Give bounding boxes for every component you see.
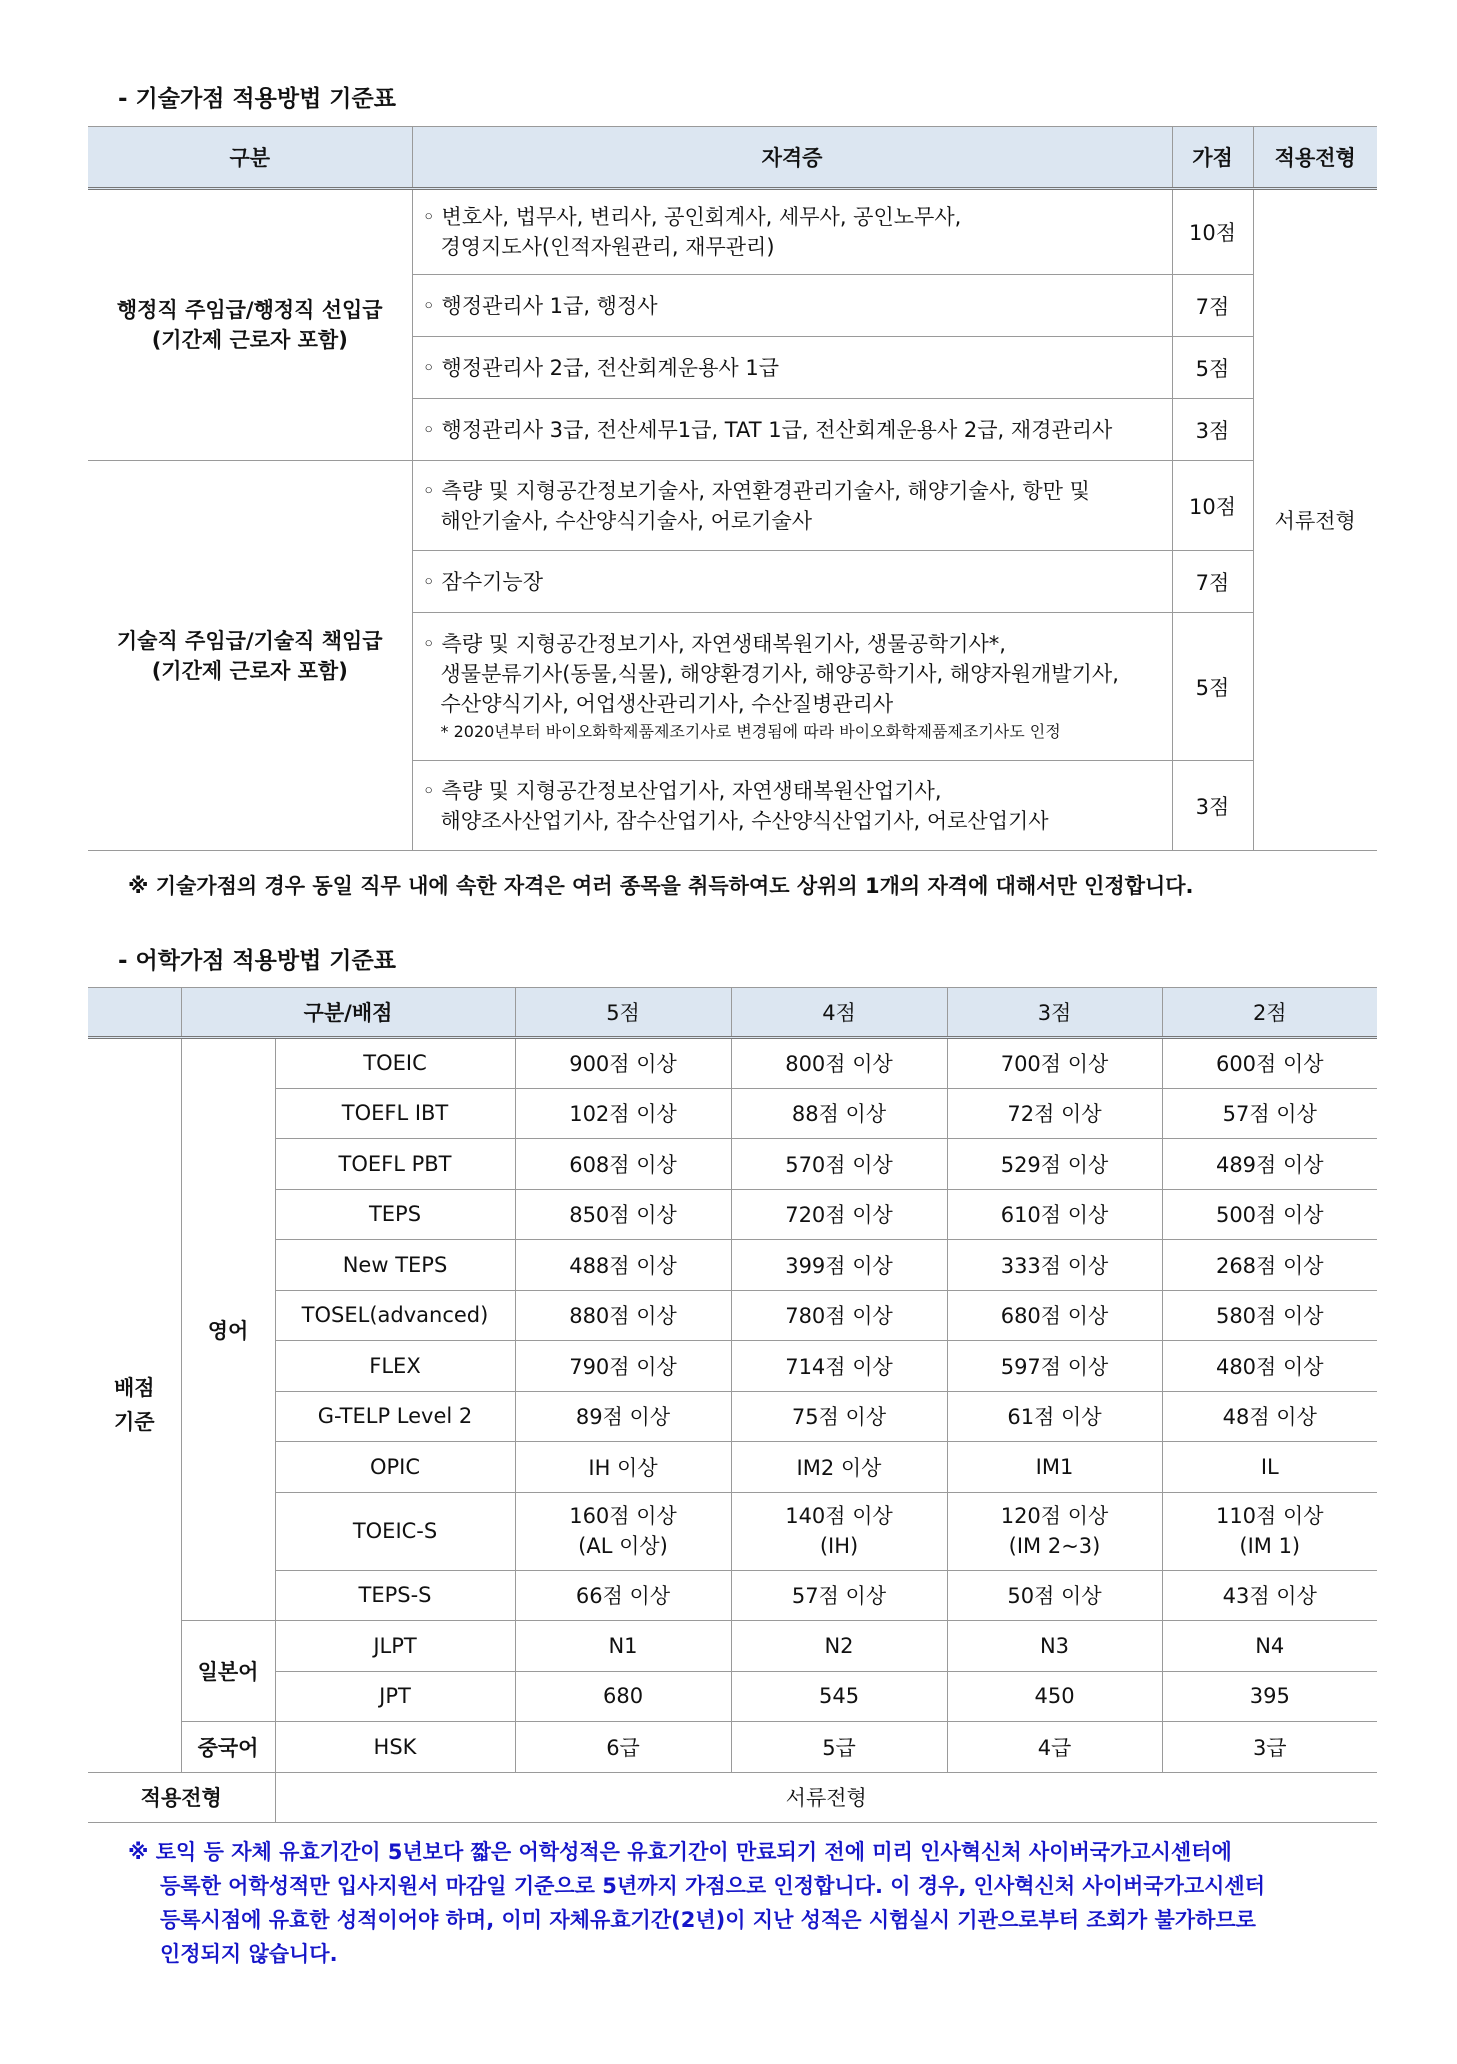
score-cell: 570점 이상	[731, 1139, 947, 1190]
note-line: 인정되지 않습니다.	[160, 1942, 338, 1966]
test-name: TOEIC	[275, 1038, 515, 1089]
header-category: 구분/배점	[181, 988, 515, 1038]
score-cell: N3	[947, 1621, 1162, 1672]
score-subline: (IM 1)	[1239, 1534, 1301, 1558]
points-cell: 10점	[1172, 461, 1253, 551]
test-name: TOEFL IBT	[275, 1088, 515, 1139]
score-cell: 57점 이상	[731, 1570, 947, 1621]
score-cell: IL	[1162, 1442, 1377, 1493]
header-blank	[88, 988, 181, 1038]
qual-line: ◦ 변호사, 법무사, 변리사, 공인회계사, 세무사, 공인노무사,	[422, 205, 962, 229]
score-cell: 89점 이상	[515, 1391, 731, 1442]
table-row	[88, 1088, 1377, 1139]
apply-cell: 서류전형	[275, 1772, 1377, 1822]
table-header-row	[88, 127, 1377, 189]
score-cell: 488점 이상	[515, 1240, 731, 1291]
score-cell: 529점 이상	[947, 1139, 1162, 1190]
score-cell: 88점 이상	[731, 1088, 947, 1139]
score-cell	[947, 1492, 1162, 1570]
table-row	[88, 1189, 1377, 1240]
language-note	[128, 1835, 1378, 1971]
test-name: JPT	[275, 1671, 515, 1722]
score-cell: 600점 이상	[1162, 1038, 1377, 1089]
qualification-cell: ◦ 잠수기능장	[412, 551, 1172, 613]
score-cell: 66점 이상	[515, 1570, 731, 1621]
table-row	[88, 189, 1377, 275]
header-3pt: 3점	[947, 988, 1162, 1038]
category-line: 기술직 주임급/기술직 책임급	[116, 628, 383, 653]
qual-line: ◦ 측량 및 지형공간정보기사, 자연생태복원기사, 생물공학기사*,	[422, 631, 1006, 656]
score-cell: 43점 이상	[1162, 1570, 1377, 1621]
score-subline: (IH)	[819, 1534, 859, 1558]
score-cell: 489점 이상	[1162, 1139, 1377, 1190]
score-subline: (IM 2~3)	[1008, 1534, 1101, 1558]
score-cell: 50점 이상	[947, 1570, 1162, 1621]
table-row	[88, 461, 1377, 551]
score-cell: 395	[1162, 1671, 1377, 1722]
outer-label-line: 기준	[113, 1410, 155, 1435]
points-cell: 5점	[1172, 613, 1253, 761]
score-cell: 608점 이상	[515, 1139, 731, 1190]
score-cell: 880점 이상	[515, 1290, 731, 1341]
score-cell: 6급	[515, 1722, 731, 1773]
apply-cell: 서류전형	[1253, 189, 1377, 851]
score-line: 160점 이상	[569, 1504, 677, 1528]
table-row	[88, 1341, 1377, 1392]
table-row	[88, 1722, 1377, 1773]
score-cell: 800점 이상	[731, 1038, 947, 1089]
points-cell: 7점	[1172, 551, 1253, 613]
score-line: 140점 이상	[785, 1504, 893, 1528]
header-5pt: 5점	[515, 988, 731, 1038]
score-cell: 720점 이상	[731, 1189, 947, 1240]
score-cell: 500점 이상	[1162, 1189, 1377, 1240]
category-admin	[88, 189, 412, 461]
points-cell: 10점	[1172, 189, 1253, 275]
footnote: * 2020년부터 바이오화학제품제조기사로 변경됨에 따라 바이오화학제품제조기사도 인정	[440, 721, 1061, 741]
test-name: OPIC	[275, 1442, 515, 1493]
qualification-cell	[412, 461, 1172, 551]
table-row	[88, 1621, 1377, 1672]
table-row	[88, 1671, 1377, 1722]
test-name: JLPT	[275, 1621, 515, 1672]
score-cell	[1162, 1492, 1377, 1570]
qualification-cell	[412, 613, 1172, 761]
score-cell: 5급	[731, 1722, 947, 1773]
score-cell: 72점 이상	[947, 1088, 1162, 1139]
language-bonus-table	[88, 987, 1377, 1823]
test-name: G-TELP Level 2	[275, 1391, 515, 1442]
header-qualification: 자격증	[412, 127, 1172, 189]
qual-line: 생물분류기사(동물,식물), 해양환경기사, 해양공학기사, 해양자원개발기사,	[440, 661, 1119, 686]
qual-line: 경영지도사(인적자원관리, 재무관리)	[440, 235, 775, 259]
test-name: TEPS	[275, 1189, 515, 1240]
header-category: 구분	[88, 127, 412, 189]
header-4pt: 4점	[731, 988, 947, 1038]
header-2pt: 2점	[1162, 988, 1377, 1038]
points-cell: 3점	[1172, 761, 1253, 851]
category-line: (기간제 근로자 포함)	[151, 328, 348, 352]
score-cell: N1	[515, 1621, 731, 1672]
table-header-row	[88, 988, 1377, 1038]
score-cell: 597점 이상	[947, 1341, 1162, 1392]
score-cell: 714점 이상	[731, 1341, 947, 1392]
table-row	[88, 1442, 1377, 1493]
qualification-cell	[412, 189, 1172, 275]
score-cell: 399점 이상	[731, 1240, 947, 1291]
qual-line: ◦ 측량 및 지형공간정보기술사, 자연환경관리기술사, 해양기술사, 항만 및	[422, 478, 1090, 503]
category-tech	[88, 461, 412, 851]
score-cell: N4	[1162, 1621, 1377, 1672]
qual-line: 해양조사산업기사, 잠수산업기사, 수산양식산업기사, 어로산업기사	[440, 808, 1049, 833]
score-cell	[515, 1492, 731, 1570]
language-table-body	[88, 1038, 1377, 1773]
score-cell: 268점 이상	[1162, 1240, 1377, 1291]
header-points: 가점	[1172, 127, 1253, 189]
note-line: 등록시점에 유효한 성적이어야 하며, 이미 자체유효기간(2년)이 지난 성적은 시험실시 기관으로부터 조회가 불가하므로	[160, 1908, 1256, 1932]
table-row	[88, 1570, 1377, 1621]
test-name: TOEIC-S	[275, 1492, 515, 1570]
score-cell: IM2 이상	[731, 1442, 947, 1493]
table-row	[88, 1038, 1377, 1089]
score-cell: 545	[731, 1671, 947, 1722]
apply-row	[88, 1772, 1377, 1822]
section2-title: - 어학가점 적용방법 기준표	[118, 948, 396, 974]
score-cell: IH 이상	[515, 1442, 731, 1493]
score-cell	[731, 1492, 947, 1570]
score-cell: 3급	[1162, 1722, 1377, 1773]
test-name: TOSEL(advanced)	[275, 1290, 515, 1341]
score-cell: 580점 이상	[1162, 1290, 1377, 1341]
table-row	[88, 1391, 1377, 1442]
score-cell: 780점 이상	[731, 1290, 947, 1341]
score-cell: 102점 이상	[515, 1088, 731, 1139]
score-cell: 4급	[947, 1722, 1162, 1773]
score-cell: 333점 이상	[947, 1240, 1162, 1291]
score-cell: 680점 이상	[947, 1290, 1162, 1341]
qualification-cell: ◦ 행정관리사 3급, 전산세무1급, TAT 1급, 전산회계운용사 2급, 재경관리사	[412, 399, 1172, 461]
score-cell: 790점 이상	[515, 1341, 731, 1392]
test-name: TOEFL PBT	[275, 1139, 515, 1190]
score-cell: 75점 이상	[731, 1391, 947, 1442]
outer-label-line: 배점	[113, 1376, 155, 1401]
score-line: 120점 이상	[1000, 1504, 1109, 1528]
category-line: 행정직 주임급/행정직 선입급	[116, 298, 383, 322]
score-cell: 700점 이상	[947, 1038, 1162, 1089]
qual-line: 수산양식기사, 어업생산관리기사, 수산질병관리사	[440, 691, 894, 716]
table-row	[88, 1290, 1377, 1341]
score-cell: 480점 이상	[1162, 1341, 1377, 1392]
section1-title: - 기술가점 적용방법 기준표	[118, 86, 396, 112]
table-row	[88, 1492, 1377, 1570]
score-cell: 57점 이상	[1162, 1088, 1377, 1139]
qualification-cell: ◦ 행정관리사 2급, 전산회계운용사 1급	[412, 337, 1172, 399]
outer-label	[88, 1038, 181, 1773]
score-cell: 610점 이상	[947, 1189, 1162, 1240]
score-cell: 48점 이상	[1162, 1391, 1377, 1442]
test-name: FLEX	[275, 1341, 515, 1392]
score-cell: IM1	[947, 1442, 1162, 1493]
table-row	[88, 1139, 1377, 1190]
language-label: 영어	[181, 1038, 275, 1621]
test-name: HSK	[275, 1722, 515, 1773]
qualification-cell: ◦ 행정관리사 1급, 행정사	[412, 275, 1172, 337]
score-line: 110점 이상	[1215, 1504, 1324, 1528]
score-cell: 850점 이상	[515, 1189, 731, 1240]
test-name: New TEPS	[275, 1240, 515, 1291]
qual-line: 해안기술사, 수산양식기술사, 어로기술사	[440, 508, 813, 533]
category-line: (기간제 근로자 포함)	[151, 658, 348, 683]
score-cell: 900점 이상	[515, 1038, 731, 1089]
score-cell: N2	[731, 1621, 947, 1672]
points-cell: 7점	[1172, 275, 1253, 337]
points-cell: 3점	[1172, 399, 1253, 461]
note-line: ※ 토익 등 자체 유효기간이 5년보다 짧은 어학성적은 유효기간이 만료되기 전에 미리 인사혁신처 사이버국가고시센터에	[128, 1840, 1232, 1864]
apply-label: 적용전형	[88, 1772, 275, 1822]
tech-bonus-table	[88, 126, 1377, 851]
qualification-cell	[412, 761, 1172, 851]
score-subline: (AL 이상)	[578, 1534, 668, 1558]
score-cell: 450	[947, 1671, 1162, 1722]
points-cell: 5점	[1172, 337, 1253, 399]
table-row	[88, 1240, 1377, 1291]
test-name: TEPS-S	[275, 1570, 515, 1621]
qual-line: ◦ 측량 및 지형공간정보산업기사, 자연생태복원산업기사,	[422, 778, 942, 803]
language-label: 중국어	[181, 1722, 275, 1773]
language-label: 일본어	[181, 1621, 275, 1722]
tech-note: ※ 기술가점의 경우 동일 직무 내에 속한 자격은 여러 종목을 취득하여도 상위의 1개의 자격에 대해서만 인정합니다.	[128, 874, 1194, 898]
note-line: 등록한 어학성적만 입사지원서 마감일 기준으로 5년까지 가점으로 인정합니다. 이 경우, 인사혁신처 사이버국가고시센터	[160, 1874, 1265, 1898]
score-cell: 61점 이상	[947, 1391, 1162, 1442]
score-cell: 680	[515, 1671, 731, 1722]
header-apply: 적용전형	[1253, 127, 1377, 189]
